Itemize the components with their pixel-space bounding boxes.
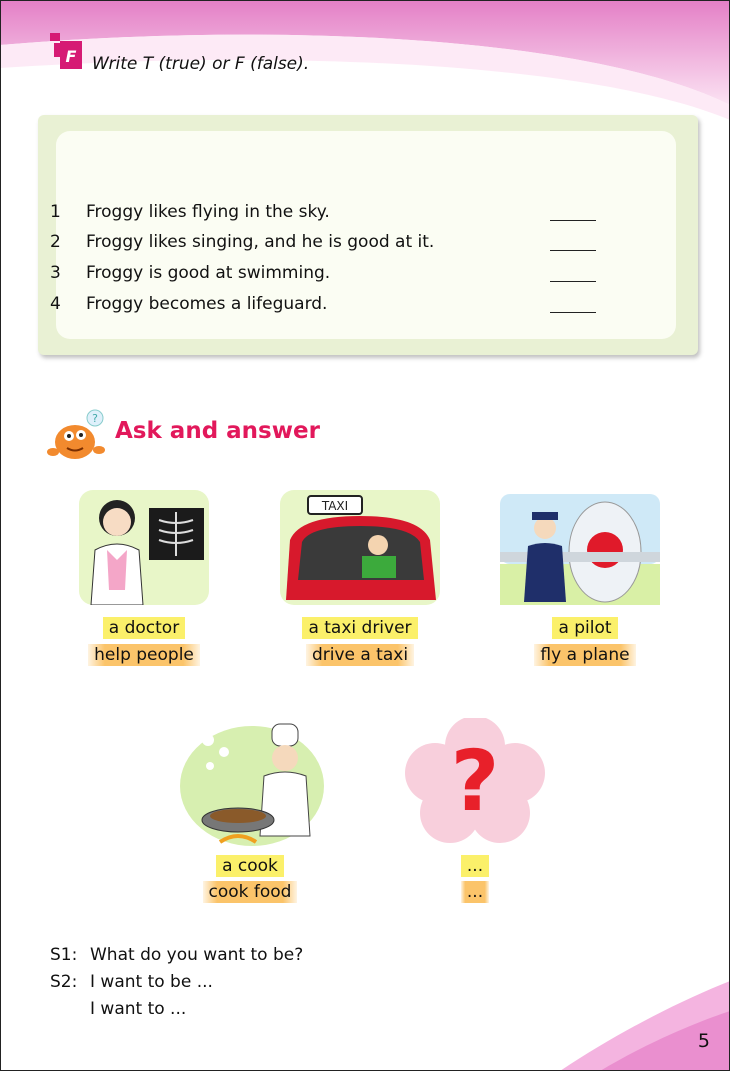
question-text: Froggy is good at swimming. (86, 263, 331, 283)
pilot-illustration (500, 490, 660, 605)
action-label: fly a plane (534, 644, 635, 666)
answer-blank[interactable] (550, 312, 596, 313)
dialogue-line: What do you want to be? (90, 945, 304, 965)
question-number: 2 (50, 232, 61, 252)
answer-blank[interactable] (550, 220, 596, 221)
job-label: a cook (216, 855, 284, 877)
question-text: Froggy likes singing, and he is good at it. (86, 232, 435, 252)
page-number: 5 (697, 1030, 710, 1052)
dialogue-line: I want to be ... (90, 972, 213, 992)
job-label: a taxi driver (302, 617, 417, 639)
question-row (50, 202, 610, 228)
taxi-illustration (280, 490, 440, 605)
question-text: Froggy likes flying in the sky. (86, 202, 330, 222)
action-label: ... (461, 881, 489, 903)
task-badge-icon (50, 33, 82, 69)
section-title: Ask and answer (115, 418, 320, 444)
answer-blank[interactable] (550, 281, 596, 282)
question-row (50, 263, 610, 289)
doctor-illustration (79, 490, 209, 605)
occupation-card-pilot (495, 490, 675, 670)
dialogue-speaker: S2: (50, 972, 78, 992)
occupation-card-taxi-driver (270, 490, 450, 670)
occupation-card-doctor (54, 490, 234, 670)
question-flower-icon (395, 718, 555, 846)
dialogue-line: I want to ... (90, 999, 187, 1019)
dialogue-speaker: S1: (50, 945, 78, 965)
action-label: help people (88, 644, 200, 666)
svg-text:?: ? (92, 412, 98, 425)
question-text: Froggy becomes a lifeguard. (86, 294, 328, 314)
cook-illustration (180, 718, 325, 846)
question-row (50, 232, 610, 258)
question-row (50, 294, 610, 320)
job-label: a pilot (552, 617, 617, 639)
action-label: cook food (203, 881, 298, 903)
action-label: drive a taxi (306, 644, 414, 666)
question-mark-symbol: ? (450, 732, 500, 830)
job-label: ... (461, 855, 489, 877)
job-label: a doctor (103, 617, 185, 639)
exercise-instruction: Write T (true) or F (false). (92, 54, 310, 74)
occupation-card-cook (160, 718, 340, 908)
question-number: 4 (50, 294, 61, 314)
taxi-sign: TAXI (321, 499, 349, 513)
question-number: 1 (50, 202, 61, 222)
mascot-monster-icon (45, 408, 111, 464)
answer-blank[interactable] (550, 250, 596, 251)
question-number: 3 (50, 263, 61, 283)
task-badge-letter: F (65, 47, 77, 66)
occupation-card-unknown (385, 718, 565, 908)
